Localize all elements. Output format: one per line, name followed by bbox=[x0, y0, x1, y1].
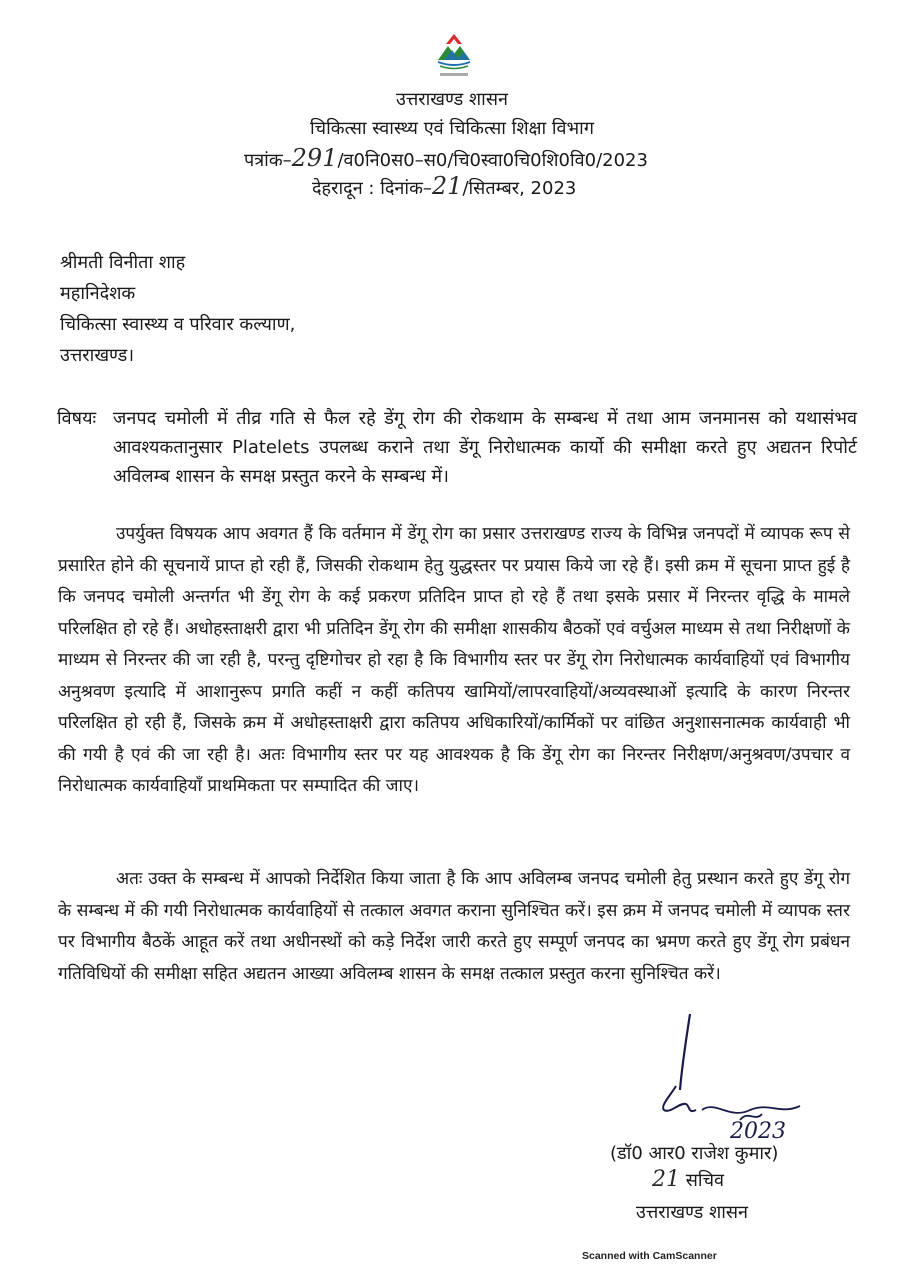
signature-block bbox=[590, 1010, 820, 1190]
addressee-state: उत्तराखण्ड। bbox=[60, 345, 135, 366]
addressee-name: श्रीमती विनीता शाह bbox=[60, 252, 186, 273]
scanner-watermark: Scanned with CamScanner bbox=[582, 1250, 717, 1262]
government-name: उत्तराखण्ड शासन bbox=[395, 89, 508, 110]
place-date bbox=[312, 174, 576, 201]
addressee-designation: महानिदेशक bbox=[60, 283, 136, 304]
department-name: चिकित्सा स्वास्थ्य एवं चिकित्सा शिक्षा विभाग bbox=[310, 118, 594, 139]
date-suffix: /सितम्बर, 2023 bbox=[462, 178, 577, 199]
uttarakhand-emblem-icon bbox=[432, 30, 476, 80]
subject-text: जनपद चमोली में तीव्र गति से फैल रहे डेंगू रोग की रोकथाम के सम्बन्ध में तथा आम जनमानस को यथासंभव आवश्यकतानुसार Platelets उपलब्ध कराने तथा डेंगू निरोधात्मक कार्यो की समीक्षा करते हुए अद्यतन रिपोर्ट अविलम्ब शासन के समक्ष प्रस्तुत करने के सम्बन्ध में। bbox=[113, 408, 857, 487]
letter-number-suffix: /व0नि0स0–स0/चि0स्वा0चि0शि0वि0/2023 bbox=[337, 150, 648, 171]
signature-date-handwritten: 21 bbox=[652, 1167, 680, 1192]
signatory-name: (डॉ0 आर0 राजेश कुमार) bbox=[610, 1143, 779, 1164]
body-paragraph-2: अतः उक्त के सम्बन्ध में आपको निर्देशित किया जाता है कि आप अविलम्ब जनपद चमोली हेतु प्रस्थान करते हुए डेंगू रोग के सम्बन्ध में की गयी निरोधात्मक कार्यवाहियों से तत्काल अवगत कराना सुनिश्चित करें। इस क्रम में जनपद चमोली में व्यापक स्तर पर विभागीय बैठकें आहूत करें तथा अधीनस्थों को कड़े निर्देश जारी करते हुए सम्पूर्ण जनपद का भ्रमण करते हुए डेंगू रोग प्रबंधन गतिविधियों की समीक्षा सहित अद्यतन आख्या अविलम्ब शासन के समक्ष तत्काल प्रस्तुत करना सुनिश्चित करें। bbox=[58, 869, 850, 984]
letter-number-prefix: पत्रांक– bbox=[244, 150, 292, 171]
subject-label: विषयः bbox=[57, 408, 97, 429]
handwritten-signature-icon bbox=[590, 1010, 820, 1144]
letter-number bbox=[244, 146, 648, 173]
addressee-office: चिकित्सा स्वास्थ्य व परिवार कल्याण, bbox=[60, 314, 296, 335]
body-paragraph-1: उपर्युक्त विषयक आप अवगत हैं कि वर्तमान में डेंगू रोग का प्रसार उत्तराखण्ड राज्य के विभिन्न जनपदों में व्यापक रूप से प्रसारित होने की सूचनायें प्राप्त हो रही हैं, जिसकी रोकथाम हेतु युद्धस्तर पर प्रयास किये जा रहे हैं। इसी क्रम में सूचना प्राप्त हुई है कि जनपद चमोली अन्तर्गत भी डेंगू रोग के कई प्रकरण प्रतिदिन प्राप्त हो रहे हैं तथा इसके प्रसार में निरन्तर वृद्धि के मामले परिलक्षित हो रहे हैं। अधोहस्ताक्षरी द्वारा भी प्रतिदिन डेंगू रोग की समीक्षा शासकीय बैठकों एवं वर्चुअल माध्यम से तथा निरीक्षणों के माध्यम से निरन्तर की जा रही है, परन्तु दृष्टिगोचर हो रहा है कि विभागीय स्तर पर डेंगू रोग निरोधात्मक कार्यवाहियों एवं विभागीय अनुश्रवण इत्यादि में आशानुरूप प्रगति कहीं न कहीं कतिपय खामियों/लापरवाहियों/अव्यवस्थाओं इत्यादि के कारण निरन्तर परिलक्षित हो रही हैं, जिसके क्रम में अधोहस्ताक्षरी द्वारा कतिपय अधिकारियों/कार्मिकों पर वांछित अनुशासनात्मक कार्यवाही भी की गयी है एवं की जा रही है। अतः विभागीय स्तर पर यह आवश्यक है कि डेंगू रोग का निरन्तर निरीक्षण/अनुश्रवण/उपचार व निरोधात्मक कार्यवाहियाँ प्राथमिकता पर सम्पादित की जाए। bbox=[58, 524, 850, 796]
place-date-prefix: देहरादून : दिनांक– bbox=[312, 178, 432, 199]
date-handwritten: 21 bbox=[431, 172, 463, 200]
signatory-office: उत्तराखण्ड शासन bbox=[636, 1202, 749, 1223]
letter-number-handwritten: 291 bbox=[291, 144, 338, 172]
signatory-designation-text: सचिव bbox=[685, 1170, 725, 1191]
handwritten-year: 2023 bbox=[730, 1119, 786, 1144]
signatory-designation bbox=[652, 1168, 724, 1193]
subject-block bbox=[57, 404, 857, 491]
